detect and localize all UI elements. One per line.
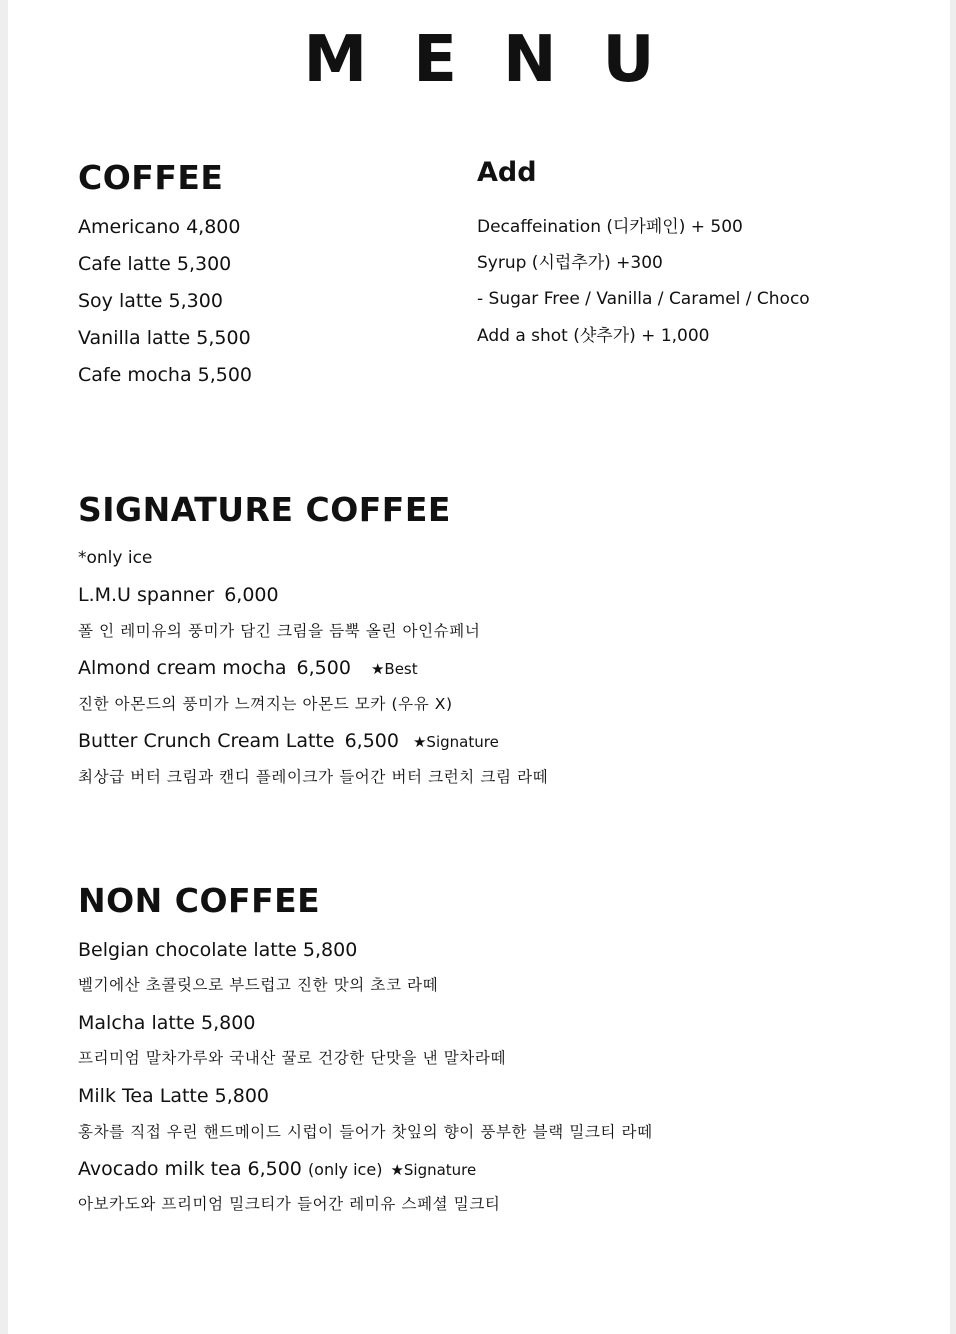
item-name: Avocado milk tea 6,500 bbox=[78, 1158, 302, 1180]
signature-item-lmu-spanner bbox=[78, 582, 279, 608]
non-coffee-item-milk-tea-latte-desc: 홍차를 직접 우린 핸드메이드 시럽이 들어가 찻잎의 향이 풍부한 블랙 밀크티 라떼 bbox=[78, 1123, 653, 1141]
coffee-item-cafe-mocha: Cafe mocha 5,500 bbox=[78, 364, 253, 386]
signature-heading: SIGNATURE COFFEE bbox=[78, 490, 451, 529]
signature-item-butter-crunch bbox=[78, 728, 499, 755]
non-coffee-item-malcha-latte: Malcha latte 5,800 bbox=[78, 1012, 256, 1034]
coffee-item-vanilla-latte: Vanilla latte 5,500 bbox=[78, 327, 251, 349]
signature-item-almond-cream-mocha bbox=[78, 655, 418, 682]
add-item-syrup-options: - Sugar Free / Vanilla / Caramel / Choco bbox=[477, 289, 810, 309]
add-item-shot: Add a shot (샷추가) + 1,000 bbox=[477, 326, 710, 346]
item-price: 6,500 bbox=[344, 730, 399, 752]
coffee-item-soy-latte: Soy latte 5,300 bbox=[78, 290, 223, 312]
best-badge: ★Best bbox=[370, 660, 418, 678]
item-extra: (only ice) bbox=[307, 1160, 383, 1179]
signature-item-butter-crunch-desc: 최상급 버터 크림과 캔디 플레이크가 들어간 버터 크런치 크림 라떼 bbox=[78, 768, 549, 786]
coffee-item-cafe-latte: Cafe latte 5,300 bbox=[78, 253, 232, 275]
item-price: 6,000 bbox=[224, 584, 279, 606]
item-name: Almond cream mocha bbox=[78, 657, 287, 679]
page-title: MENU bbox=[303, 23, 701, 97]
non-coffee-item-avocado-milk-tea-desc: 아보카도와 프리미엄 밀크티가 들어간 레미유 스페셜 밀크티 bbox=[78, 1195, 501, 1213]
add-heading: Add bbox=[477, 157, 537, 188]
non-coffee-item-milk-tea-latte: Milk Tea Latte 5,800 bbox=[78, 1085, 269, 1107]
signature-badge: ★Signature bbox=[412, 733, 499, 751]
coffee-item-americano: Americano 4,800 bbox=[78, 216, 241, 238]
menu-page bbox=[8, 0, 950, 1334]
add-item-decaf: Decaffeination (디카페인) + 500 bbox=[477, 217, 743, 237]
non-coffee-item-malcha-latte-desc: 프리미엄 말차가루와 국내산 꿀로 건강한 단맛을 낸 말차라떼 bbox=[78, 1049, 507, 1067]
non-coffee-item-belgian-chocolate-desc: 벨기에산 초콜릿으로 부드럽고 진한 맛의 초코 라떼 bbox=[78, 976, 439, 994]
item-price: 6,500 bbox=[296, 657, 351, 679]
signature-item-almond-cream-mocha-desc: 진한 아몬드의 풍미가 느껴지는 아몬드 모카 (우유 X) bbox=[78, 695, 453, 713]
non-coffee-item-belgian-chocolate: Belgian chocolate latte 5,800 bbox=[78, 939, 358, 961]
coffee-heading: COFFEE bbox=[78, 158, 224, 197]
signature-note: *only ice bbox=[78, 548, 153, 568]
signature-item-lmu-spanner-desc: 폴 인 레미유의 풍미가 담긴 크림을 듬뿍 올린 아인슈페너 bbox=[78, 622, 481, 640]
non-coffee-item-avocado-milk-tea bbox=[78, 1156, 476, 1183]
item-name: L.M.U spanner bbox=[78, 584, 215, 606]
signature-badge: ★Signature bbox=[390, 1161, 477, 1179]
add-item-syrup: Syrup (시럽추가) +300 bbox=[477, 253, 663, 273]
non-coffee-heading: NON COFFEE bbox=[78, 881, 321, 920]
item-name: Butter Crunch Cream Latte bbox=[78, 730, 335, 752]
